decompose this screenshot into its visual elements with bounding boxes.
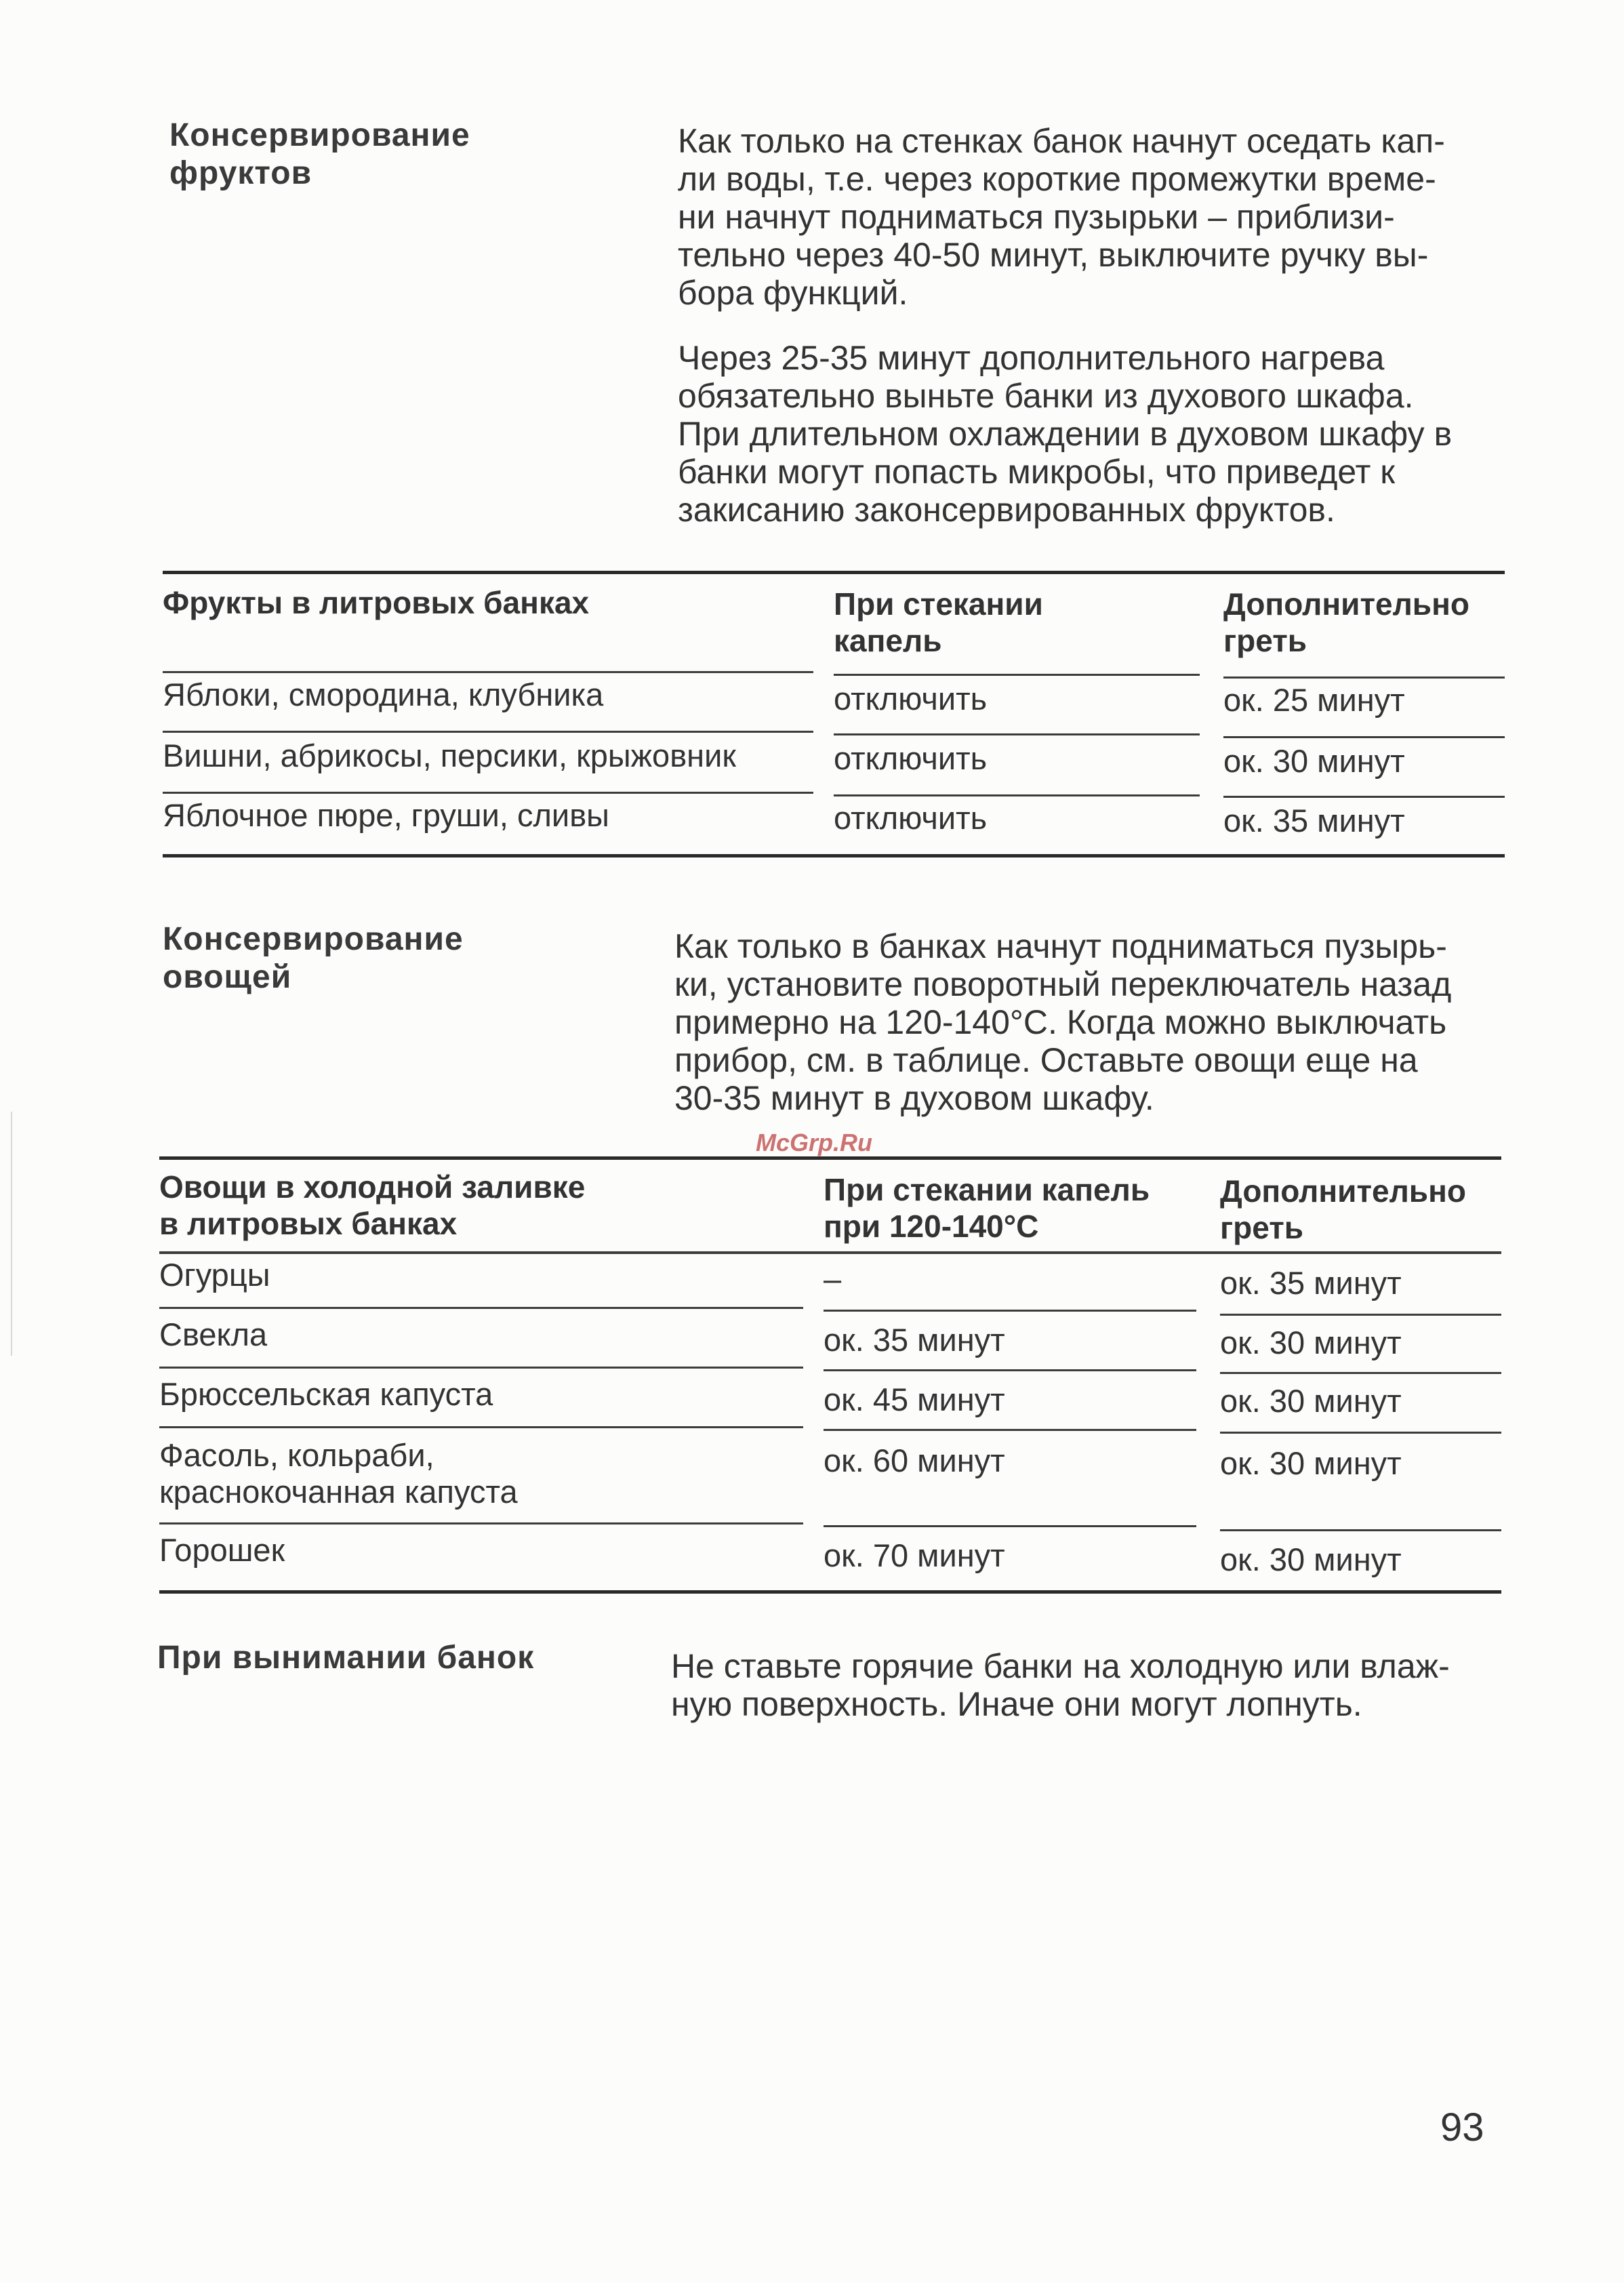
row-rule [1223, 736, 1505, 738]
row-rule [1223, 676, 1505, 679]
fruit-header-drip [834, 586, 1043, 659]
header-line: Дополнительно [1223, 586, 1469, 622]
watermark: McGrp.Ru [756, 1129, 873, 1156]
fruit-title-line-2: фруктов [169, 155, 312, 191]
cell-line: Огурцы [159, 1257, 270, 1293]
text-line: бора функций. [678, 274, 908, 312]
veg-cell-name [159, 1532, 285, 1569]
cell-line: краснокочанная капуста [159, 1474, 518, 1510]
fruit-cell-extra: ок. 35 минут [1223, 803, 1405, 839]
header-line: греть [1223, 623, 1307, 658]
text-line: Как только на стенках банок начнут оседать кап- [678, 122, 1445, 160]
fruit-cell-drip: отключить [834, 681, 988, 716]
table-top-rule [163, 571, 1505, 574]
fruit-cell-extra: ок. 25 минут [1223, 682, 1405, 718]
veg-header-drip [824, 1171, 1150, 1245]
fruit-table [163, 571, 1505, 862]
row-rule [1220, 1432, 1501, 1434]
cell-line: Яблоки, смородина, клубника [163, 676, 604, 712]
veg-cell-drip: ок. 35 минут [824, 1322, 1005, 1358]
cell-line: Горошек [159, 1532, 285, 1568]
row-rule [824, 1310, 1196, 1312]
text-line: примерно на 120-140°С. Когда можно выключать [674, 1003, 1447, 1041]
fruit-cell-name [163, 738, 736, 774]
row-rule [163, 671, 813, 673]
row-rule [159, 1522, 803, 1524]
header-line: греть [1220, 1210, 1304, 1245]
veg-cell-name [159, 1257, 270, 1293]
removal-paragraph [671, 1647, 1505, 1723]
row-rule [163, 792, 813, 794]
veg-header-vegetables [159, 1169, 585, 1242]
veg-title-line-2: овощей [163, 959, 292, 995]
veg-cell-extra: ок. 30 минут [1220, 1541, 1402, 1577]
row-rule [824, 1429, 1196, 1431]
cell-line: Фасоль, кольраби, [159, 1437, 434, 1473]
cell-line: Яблочное пюре, груши, сливы [163, 797, 609, 833]
veg-section-title [163, 921, 464, 996]
header-line: при 120-140°С [824, 1209, 1039, 1244]
veg-cell-name [159, 1316, 267, 1353]
text-line: При длительном охлаждении в духовом шкафу в [678, 415, 1453, 453]
text-line: ную поверхность. Иначе они могут лопнуть. [671, 1685, 1362, 1723]
fruit-header-extra [1223, 586, 1469, 659]
row-rule [159, 1426, 803, 1428]
fruit-section-title [169, 117, 470, 193]
header-line: капель [834, 623, 942, 658]
header-rule [159, 1251, 1501, 1254]
fruit-paragraph-2 [678, 339, 1505, 529]
fruit-header-fruits [163, 584, 589, 621]
veg-header-extra [1220, 1173, 1466, 1246]
row-rule [834, 733, 1200, 735]
text-line: Как только в банках начнут подниматься пузырь- [674, 927, 1447, 965]
row-rule [1220, 1314, 1501, 1316]
text-line: ли воды, т.е. через короткие промежутки време- [678, 160, 1436, 198]
veg-table [159, 1156, 1501, 1604]
fruit-cell-extra: ок. 30 минут [1223, 743, 1405, 779]
fruit-cell-name [163, 676, 603, 713]
veg-title-line-1: Консервирование [163, 921, 464, 957]
header-line: Дополнительно [1220, 1173, 1466, 1209]
text-line: обязательно выньте банки из духового шкафа. [678, 377, 1414, 415]
row-rule [1220, 1372, 1501, 1374]
cell-line: Брюссельская капуста [159, 1376, 493, 1412]
veg-cell-name [159, 1376, 493, 1413]
removal-section-title: При вынимании банок [157, 1640, 535, 1676]
row-rule [824, 1525, 1196, 1527]
cell-line: Вишни, абрикосы, персики, крыжовник [163, 738, 736, 773]
veg-cell-extra: ок. 30 минут [1220, 1325, 1402, 1360]
table-bottom-rule [163, 854, 1505, 857]
fruit-paragraph-1 [678, 122, 1505, 312]
header-line: При стекании капель [824, 1172, 1150, 1207]
veg-cell-drip: ок. 60 минут [824, 1442, 1005, 1478]
veg-cell-drip: – [824, 1261, 842, 1297]
veg-cell-extra: ок. 35 минут [1220, 1265, 1402, 1301]
fruit-cell-drip: отключить [834, 740, 988, 776]
page-number: 93 [1440, 2105, 1484, 2149]
row-rule [824, 1369, 1196, 1371]
text-line: Не ставьте горячие банки на холодную или влаж- [671, 1647, 1450, 1685]
cell-line: Свекла [159, 1316, 268, 1352]
text-line: 30-35 минут в духовом шкафу. [674, 1079, 1154, 1117]
text-line: ни начнут подниматься пузырьки – приблизи- [678, 198, 1395, 236]
header-line: в литровых банках [159, 1206, 458, 1241]
veg-cell-drip: ок. 70 минут [824, 1537, 1005, 1573]
text-line: прибор, см. в таблице. Оставьте овощи еще на [674, 1041, 1418, 1079]
veg-cell-extra: ок. 30 минут [1220, 1383, 1402, 1419]
veg-cell-name [159, 1437, 518, 1510]
text-line: тельно через 40-50 минут, выключите ручку вы- [678, 236, 1429, 274]
row-rule [834, 674, 1200, 676]
scan-edge-mark [11, 1112, 12, 1356]
row-rule [159, 1367, 803, 1369]
table-top-rule [159, 1156, 1501, 1160]
row-rule [1220, 1529, 1501, 1531]
text-line: закисанию законсервированных фруктов. [678, 491, 1335, 529]
header-line: Фрукты в литровых банках [163, 585, 590, 620]
row-rule [159, 1307, 803, 1309]
header-line: При стекании [834, 586, 1043, 622]
veg-paragraph [674, 927, 1505, 1117]
text-line: банки могут попасть микробы, что приведет к [678, 453, 1396, 491]
fruit-cell-drip: отключить [834, 800, 988, 836]
row-rule [1223, 796, 1505, 798]
text-line: ки, установите поворотный переключатель назад [674, 965, 1452, 1003]
text-line: Через 25-35 минут дополнительного нагрева [678, 339, 1385, 377]
header-line: Овощи в холодной заливке [159, 1169, 586, 1205]
table-bottom-rule [159, 1590, 1501, 1594]
fruit-cell-name [163, 797, 609, 834]
row-rule [834, 794, 1200, 796]
veg-cell-drip: ок. 45 минут [824, 1381, 1005, 1417]
row-rule [163, 731, 813, 733]
fruit-title-line-1: Консервирование [169, 117, 470, 153]
veg-cell-extra: ок. 30 минут [1220, 1445, 1402, 1481]
